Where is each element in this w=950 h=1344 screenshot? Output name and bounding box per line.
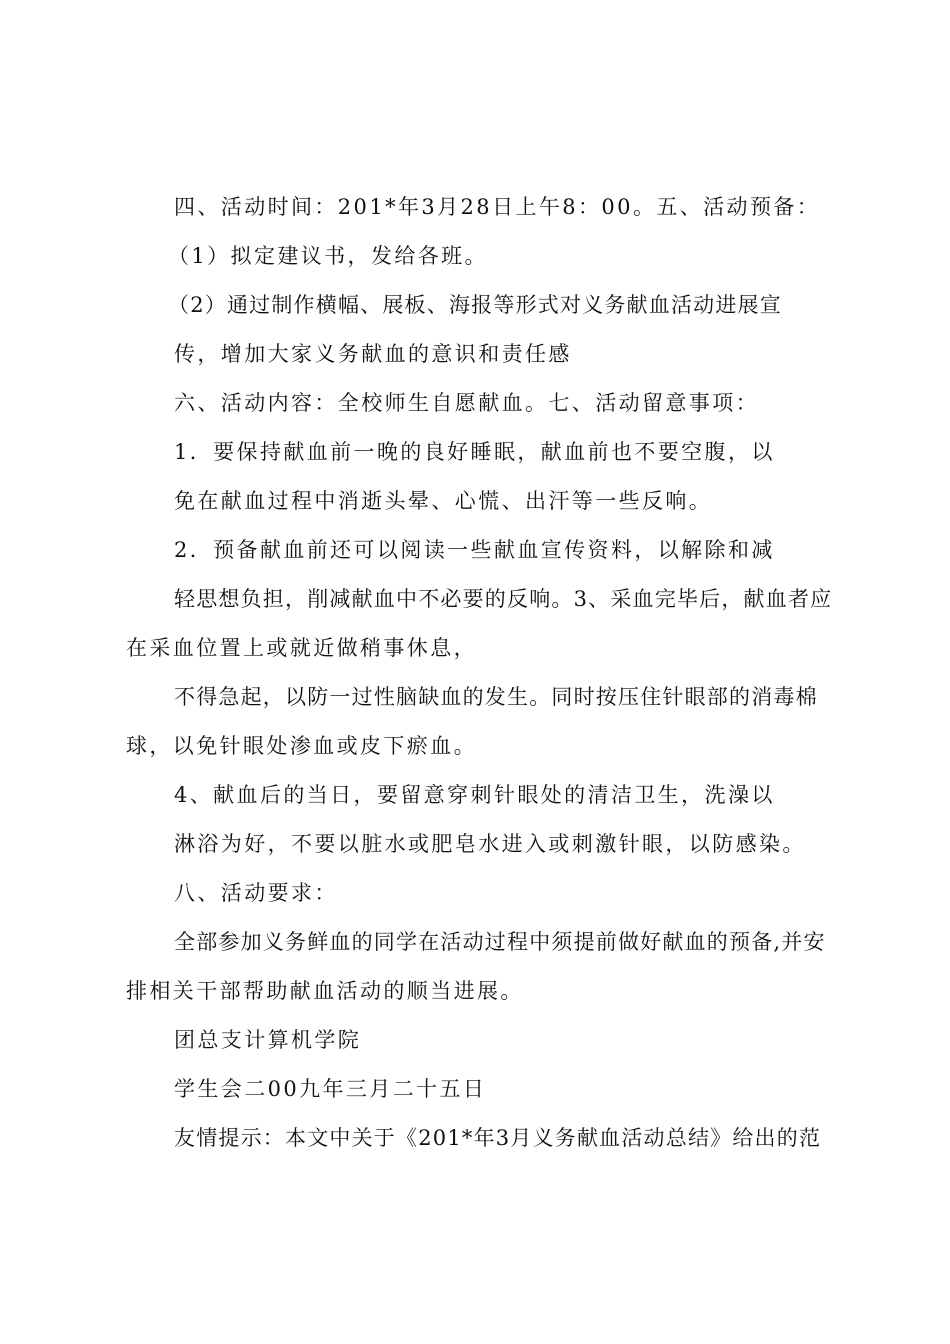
notice-1-continued-line: 免在献血过程中消逝头晕、心慌、出汗等一些反响。	[174, 489, 713, 513]
notice-3-detail-line: 不得急起，以防一过性脑缺血的发生。同时按压住针眼部的消毒棉	[174, 685, 818, 709]
notice-2-line: 2．预备献血前还可以阅读一些献血宣传资料，以解除和减	[174, 538, 775, 562]
activity-time-line: 四、活动时间：201*年3月28日上午8：00。五、活动预备：	[174, 195, 821, 219]
requirements-heading: 八、活动要求：	[174, 881, 338, 905]
notice-4-continued-line: 淋浴为好，不要以脏水或肥皂水进入或刺激针眼，以防感染。	[174, 832, 806, 856]
notice-2-continued-line: 轻思想负担，削减献血中不必要的反响。3、采血完毕后，献血者应	[174, 587, 833, 611]
organizer-line: 团总支计算机学院	[174, 1028, 362, 1052]
notice-4-line: 4、献血后的当日，要留意穿刺针眼处的清洁卫生，洗澡以	[174, 783, 775, 807]
prep-item-1-line: （1）拟定建议书，发给各班。	[168, 244, 488, 268]
notice-3-end-line: 球，以免针眼处渗血或皮下瘀血。	[126, 734, 477, 758]
activity-content-line: 六、活动内容：全校师生自愿献血。七、活动留意事项：	[174, 391, 759, 415]
requirements-line: 全部参加义务鲜血的同学在活动过程中须提前做好献血的预备,并安	[174, 930, 826, 954]
prep-item-2-continued-line: 传，增加大家义务献血的意识和责任感	[174, 342, 572, 366]
notice-1-line: 1．要保持献血前一晚的良好睡眠，献血前也不要空腹，以	[174, 440, 775, 464]
date-line: 学生会二00九年三月二十五日	[174, 1077, 487, 1101]
friendly-tip-line: 友情提示：本文中关于《201*年3月义务献血活动总结》给出的范	[174, 1126, 822, 1150]
prep-item-2-line: （2）通过制作横幅、展板、海报等形式对义务献血活动进展宣	[168, 293, 782, 317]
notice-3-continued-line: 在采血位置上或就近做稍事休息，	[126, 636, 477, 660]
requirements-continued-line: 排相关干部帮助献血活动的顺当进展。	[126, 979, 524, 1003]
